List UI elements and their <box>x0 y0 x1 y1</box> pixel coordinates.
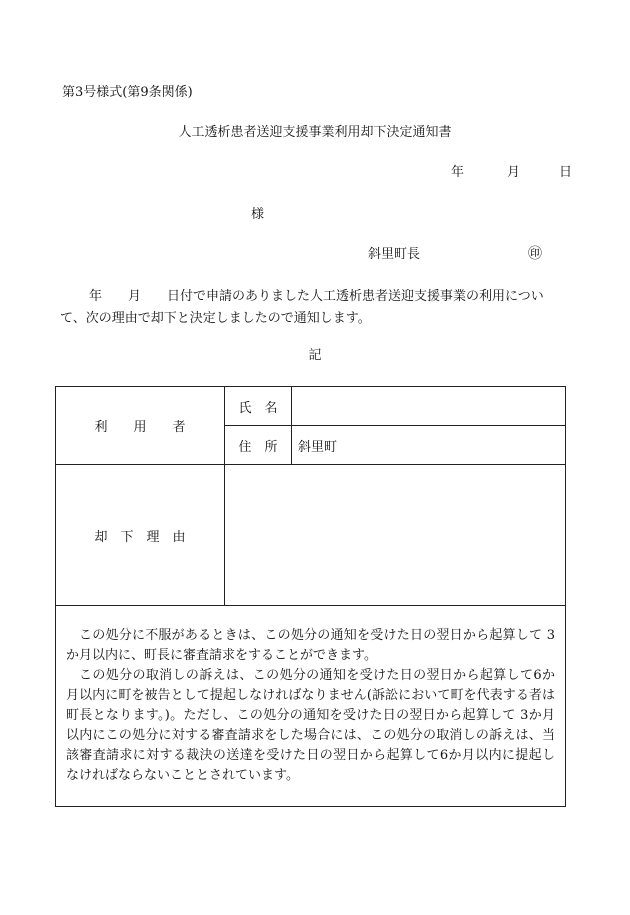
seal-mark: ㊞ <box>528 246 542 262</box>
appeal-notice <box>56 606 566 807</box>
user-label: 利 用 者 <box>56 387 225 465</box>
sender-title: 斜里町長 <box>368 247 421 262</box>
details-table <box>55 386 566 807</box>
reason-label: 却 下 理 由 <box>56 465 225 606</box>
name-label: 氏 名 <box>225 387 292 426</box>
reason-field[interactable] <box>225 465 566 606</box>
date-year: 年 <box>451 165 465 180</box>
appeal-notice-paragraph-2: この処分の取消しの訴えは、この処分の通知を受けた日の翌日から起算して6か月以内に町を被告として提起しなければなりません(訴訟において町を代表する者は町長となります。)。ただし、この処分の通知を受けた日の翌日から起算して 3か月以内にこの処分に対する審査請求をした場合には、この処分の取消しの訴えは、当該審査請求に対する裁決の送達を受けた日の翌日から起算して6か月以内に提起しなければならないこととされています。 <box>66 668 555 783</box>
address-field[interactable]: 斜里町 <box>292 426 566 465</box>
form-number: 第3号様式(第9条関係) <box>62 85 193 100</box>
appeal-notice-paragraph-1: この処分に不服があるときは、この処分の通知を受けた日の翌日から起算して 3か月以内に、町長に審査請求をすることができます。 <box>66 628 555 663</box>
name-field[interactable] <box>292 387 566 426</box>
addressee-suffix: 様 <box>251 207 265 222</box>
date-month: 月 <box>507 165 521 180</box>
date-day: 日 <box>559 165 573 180</box>
notification-body <box>60 286 576 330</box>
body-line-1: 年 月 日付で申請のありました人工透析患者送迎支援事業の利用につい <box>89 289 544 304</box>
document-title: 人工透析患者送迎支援事業利用却下決定通知書 <box>178 125 452 140</box>
ki-heading: 記 <box>308 348 322 363</box>
address-label: 住 所 <box>225 426 292 465</box>
body-line-2: て、次の理由で却下と決定しましたので通知します。 <box>60 311 371 326</box>
